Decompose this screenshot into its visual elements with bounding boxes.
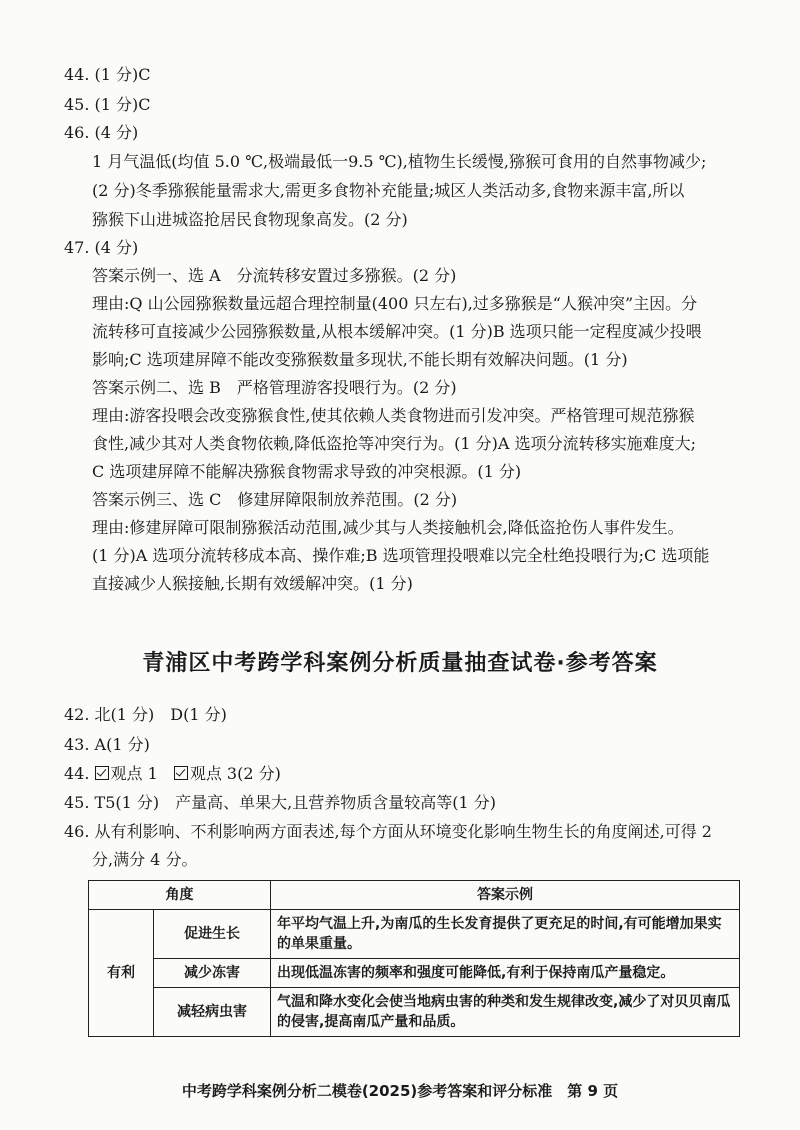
- example-3-heading: 答案示例三、选 C 修建屏障限制放养范围。(2 分): [92, 490, 458, 509]
- answer-44-checkboxes: [64, 763, 281, 785]
- example-3-reason: 直接减少人猴接触,长期有效缓解冲突。(1 分): [92, 574, 413, 593]
- answer-cell: 年平均气温上升,为南瓜的生长发育提供了更充足的时间,有可能增加果实的单果重量。: [271, 910, 740, 959]
- answer-table: [88, 880, 740, 1037]
- example-1-reason: 影响;C 选项建屏障不能改变猕猴数量多现状,不能长期有效解决问题。(1 分): [92, 350, 628, 369]
- example-2-reason: 食性,减少其对人类食物依赖,降低盗抢等冲突行为。(1 分)A 选项分流转移实施难度大;: [92, 434, 696, 453]
- answer-45: 45. T5(1 分) 产量高、单果大,且营养物质含量较高等(1 分): [64, 793, 496, 812]
- table-row: [89, 959, 740, 988]
- answer-42: 42. 北(1 分) D(1 分): [64, 705, 227, 724]
- answer-44-number: 44.: [64, 764, 95, 783]
- example-1-heading: 答案示例一、选 A 分流转移安置过多猕猴。(2 分): [92, 266, 457, 285]
- checked-box-icon: [95, 766, 109, 780]
- checked-box-icon: [174, 766, 188, 780]
- answer-46-instruction: 46. 从有利影响、不利影响两方面表述,每个方面从环境变化影响生物生长的角度阐述,可得 2: [64, 822, 712, 841]
- answer-45: 45. (1 分)C: [64, 95, 151, 114]
- example-3-reason: 理由:修建屏障可限制猕猴活动范围,减少其与人类接触机会,降低盗抢伤人事件发生。: [92, 518, 684, 537]
- page-footer: 中考跨学科案例分析二模卷(2025)参考答案和评分标准 第 9 页: [181, 1082, 619, 1100]
- answer-44: 44. (1 分)C: [64, 65, 151, 84]
- aspect-cell: 促进生长: [154, 910, 271, 959]
- example-1-reason: 理由:Q 山公园猕猴数量远超合理控制量(400 只左右),过多猕猴是“人猴冲突”主因。分: [92, 294, 698, 313]
- answer-47-heading: 47. (4 分): [64, 238, 139, 257]
- aspect-cell: 减轻病虫害: [154, 988, 271, 1037]
- answer-cell: 出现低温冻害的频率和强度可能降低,有利于保持南瓜产量稳定。: [271, 959, 740, 988]
- section-title: 青浦区中考跨学科案例分析质量抽查试卷·参考答案: [142, 651, 658, 676]
- answer-46-text: 1 月气温低(均值 5.0 ℃,极端最低一9.5 ℃),植物生长缓慢,猕猴可食用的自然事物减少;: [92, 152, 707, 171]
- example-3-reason: (1 分)A 选项分流转移成本高、操作难;B 选项管理投喂难以完全杜绝投喂行为;C 选项能: [92, 546, 710, 565]
- example-2-reason: C 选项建屏障不能解决猕猴食物需求导致的冲突根源。(1 分): [92, 462, 522, 481]
- option-1-label: 观点 1: [110, 764, 174, 783]
- answer-46-text: (2 分)冬季猕猴能量需求大,需更多食物补充能量;城区人类活动多,食物来源丰富,所以: [92, 181, 685, 200]
- aspect-cell: 减少冻害: [154, 959, 271, 988]
- table-header-row: [89, 881, 740, 910]
- answer-46-text: 猕猴下山进城盗抢居民食物现象高发。(2 分): [92, 210, 408, 229]
- answer-43: 43. A(1 分): [64, 735, 150, 754]
- option-3-label: 观点 3(2 分): [189, 764, 281, 783]
- example-2-heading: 答案示例二、选 B 严格管理游客投喂行为。(2 分): [92, 378, 457, 397]
- header-answer: 答案示例: [271, 881, 740, 910]
- table-row: [89, 988, 740, 1037]
- example-2-reason: 理由:游客投喂会改变猕猴食性,使其依赖人类食物进而引发冲突。严格管理可规范猕猴: [92, 406, 695, 425]
- group-label: 有利: [89, 910, 154, 1037]
- answer-46-heading: 46. (4 分): [64, 123, 139, 142]
- answer-46-instruction: 分,满分 4 分。: [92, 850, 198, 869]
- table-row: [89, 910, 740, 959]
- header-angle: 角度: [89, 881, 271, 910]
- example-1-reason: 流转移可直接减少公园猕猴数量,从根本缓解冲突。(1 分)B 选项只能一定程度减少投喂: [92, 322, 702, 341]
- answer-cell: 气温和降水变化会使当地病虫害的种类和发生规律改变,减少了对贝贝南瓜的侵害,提高南瓜产量和品质。: [271, 988, 740, 1037]
